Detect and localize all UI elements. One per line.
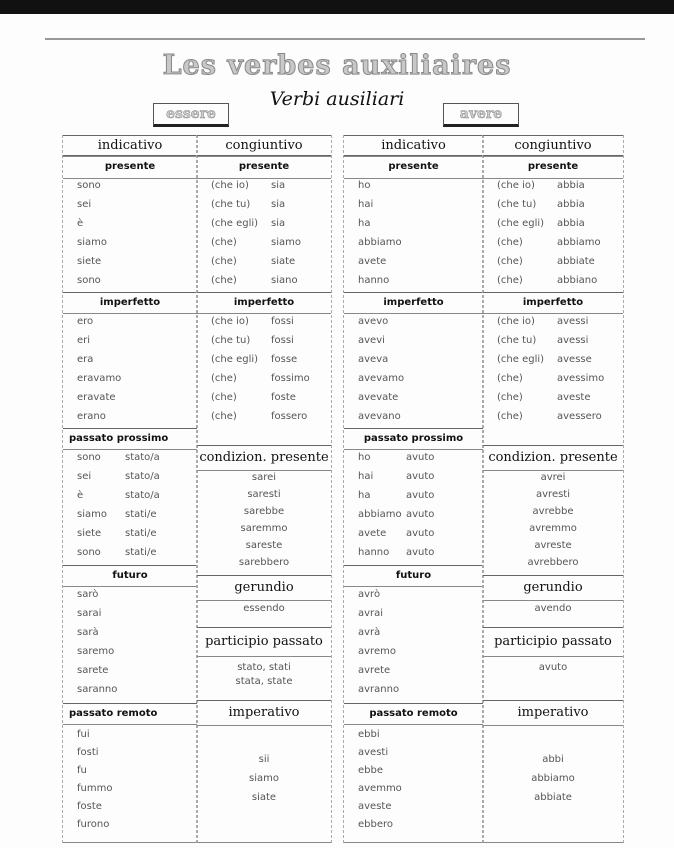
verb-form: abbi [542,754,564,765]
conjugation-row [483,409,623,425]
conjugation-row [197,178,331,194]
verb-form: sia [271,218,286,229]
conjugation-row [63,587,197,603]
verb-form: hanno [358,275,390,286]
conjugation-row [197,314,331,330]
divider [45,38,645,40]
verb-form: avrebbero [527,557,579,568]
essere-indicativo-column [62,135,198,843]
verb-form: aveva [358,354,389,365]
verb-form: stato, stati [237,662,291,673]
verb-form: foste [271,392,296,403]
verb-form: sii [258,754,270,765]
conjugation-row [344,216,483,232]
conjugation-row [63,273,197,289]
verb-form: avuto [406,452,435,463]
verb-form: abbiate [534,792,572,803]
conjugation-row [344,409,483,425]
section-header-gerundio: gerundio [197,575,331,601]
verb-form: avessero [557,411,602,422]
avere-congiuntivo-column [482,135,624,843]
verb-form: fui [77,729,90,740]
verb-form: siamo [77,237,107,248]
conjugation-row [197,674,331,690]
pronoun: (che io) [211,180,249,191]
verb-form: abbiamo [531,773,575,784]
table-border [344,842,483,843]
conjugation-row [344,587,483,603]
verb-form: avuto [406,490,435,501]
conjugation-row [483,333,623,349]
section-header-imperfetto: imperfetto [344,292,483,314]
verb-form: essendo [243,603,285,614]
conjugation-row [344,352,483,368]
conjugation-row [197,752,331,768]
conjugation-row [197,216,331,232]
verb-form: avevo [358,316,389,327]
verb-form: avuto [406,528,435,539]
section-header-passato-remoto: passato remoto [344,703,483,725]
conjugation-row [197,235,331,251]
conjugation-row [344,254,483,270]
section-header-condizion-presente: condizion. presente [483,445,623,471]
avere-indicativo-column [343,135,484,843]
verb-form: avevate [358,392,399,403]
verb-form: fossi [271,335,294,346]
verb-form: fummo [77,783,113,794]
verb-form: sarebbe [243,506,285,517]
section-header-presente: presente [63,155,197,179]
pronoun: ho [358,452,371,463]
conjugation-row [344,273,483,289]
section-header-passato-prossimo: passato prossimo [63,428,197,450]
conjugation-row [483,538,623,554]
table-border [483,842,623,843]
section-header-presente: presente [483,155,623,179]
conjugation-row [197,273,331,289]
conjugation-row [344,197,483,213]
pronoun: sei [77,471,92,482]
conjugation-row [483,352,623,368]
conjugation-row [483,197,623,213]
pronoun: (che) [211,411,237,422]
verb-form: avrei [540,472,566,483]
conjugation-row [197,538,331,554]
verb-form: saremmo [240,523,288,534]
verb-form: avuto [406,471,435,482]
section-header-futuro: futuro [63,565,197,587]
conjugation-row [63,235,197,251]
verb-form: eri [77,335,91,346]
conjugation-row [483,273,623,289]
verb-form: fossero [271,411,308,422]
conjugation-row [344,178,483,194]
pronoun: (che) [211,373,237,384]
verb-form: avendo [534,603,572,614]
verb-form: ebbi [358,729,380,740]
conjugation-row [344,545,483,561]
conjugation-row [197,555,331,571]
verb-form: avessi [557,335,589,346]
verb-form: stati/e [125,509,157,520]
section-header-presente: presente [344,155,483,179]
conjugation-row [483,555,623,571]
verb-form: furono [77,819,110,830]
verb-form: abbia [557,199,585,210]
pronoun: (che) [497,256,523,267]
section-header-imperfetto: imperfetto [197,292,331,314]
conjugation-row [483,314,623,330]
verb-form: avuto [538,662,568,673]
verb-form: stato/a [125,452,160,463]
verb-form: avremmo [529,523,577,534]
conjugation-row [63,644,197,660]
conjugation-row [344,781,483,797]
conjugation-row [63,390,197,406]
verb-form: avuto [406,509,435,520]
section-header-passato-prossimo: passato prossimo [344,428,483,450]
pronoun: ha [358,490,371,501]
conjugation-row [197,487,331,503]
conjugation-row [197,390,331,406]
verb-form: erano [77,411,106,422]
verb-form: fossimo [271,373,310,384]
conjugation-row [197,790,331,806]
conjugation-row [197,771,331,787]
pronoun: avete [358,528,387,539]
section-header-condizion-presente: condizion. presente [197,445,331,471]
pronoun: (che tu) [211,335,251,346]
verb-form: avrai [358,608,384,619]
verb-form: abbiano [557,275,598,286]
verb-form: fossi [271,316,294,327]
pronoun: (che) [211,256,237,267]
pronoun: (che tu) [497,199,537,210]
verb-form: ebbe [358,765,383,776]
pronoun: (che) [497,275,523,286]
conjugation-row [483,790,623,806]
conjugation-row [344,371,483,387]
conjugation-row [483,390,623,406]
conjugation-row [197,601,331,617]
pronoun: abbiamo [358,509,402,520]
section-header-indicativo: indicativo [344,135,483,157]
conjugation-row [63,781,197,797]
verb-form: avrete [358,665,391,676]
verb-form: era [77,354,94,365]
page-title: Les verbes auxiliaires [162,50,512,81]
verb-form: sarei [251,472,277,483]
verb-form: sareste [245,540,283,551]
scan-edge [0,0,674,14]
verb-form: sei [77,199,92,210]
conjugation-row [63,216,197,232]
section-header-participio-passato: participio passato [197,627,331,657]
verb-form: avete [358,256,387,267]
conjugation-row [344,763,483,779]
essere-congiuntivo-column [196,135,332,843]
verb-form: siate [251,792,277,803]
page-subtitle: Verbi ausiliari [269,88,405,110]
verb-form: avessimo [557,373,605,384]
section-header-imperativo: imperativo [483,700,623,726]
conjugation-row [344,727,483,743]
verb-form: fosti [77,747,99,758]
pronoun: (che egli) [211,218,259,229]
conjugation-row [344,663,483,679]
section-header-imperativo: imperativo [197,700,331,726]
verb-form: aveste [557,392,591,403]
verb-form: avessi [557,316,589,327]
verb-form: ha [358,218,371,229]
conjugation-row [483,487,623,503]
conjugation-row [483,752,623,768]
verb-form: siete [77,256,102,267]
verb-form: sarà [77,627,99,638]
verb-form: ero [77,316,94,327]
verb-form: foste [77,801,102,812]
pronoun: (che io) [497,180,535,191]
conjugation-row [63,352,197,368]
conjugation-row [197,352,331,368]
section-header-participio-passato: participio passato [483,627,623,657]
verb-form: abbiamo [358,237,402,248]
conjugation-row [344,817,483,833]
section-header-congiuntivo: congiuntivo [197,135,331,157]
verb-form: sono [77,275,101,286]
conjugation-row [344,799,483,815]
verb-form: avesse [557,354,592,365]
conjugation-row [344,488,483,504]
conjugation-row [483,371,623,387]
verb-form: sarò [77,589,99,600]
verb-form: stato/a [125,471,160,482]
pronoun: (che egli) [211,354,259,365]
verb-form: stata, state [235,676,293,687]
verb-form: abbiate [557,256,595,267]
verb-form: avevamo [358,373,405,384]
verb-form: è [77,218,84,229]
conjugation-row [63,450,197,466]
conjugation-row [63,254,197,270]
conjugation-row [63,817,197,833]
table-border [63,842,197,843]
pronoun: è [77,490,84,501]
verb-form: saranno [77,684,118,695]
verb-form: eravamo [77,373,122,384]
conjugation-row [344,333,483,349]
verb-form: sono [77,180,101,191]
pronoun: (che egli) [497,354,545,365]
conjugation-row [344,625,483,641]
table-border [197,842,331,843]
verb-form: ho [358,180,371,191]
conjugation-row [344,745,483,761]
conjugation-row [483,470,623,486]
verb-label-essere: essere [153,103,229,127]
pronoun: (che) [211,237,237,248]
verb-form: ebbero [358,819,394,830]
conjugation-row [63,663,197,679]
verb-form: avrò [358,589,381,600]
pronoun: (che) [211,275,237,286]
conjugation-row [63,763,197,779]
conjugation-row [483,771,623,787]
pronoun: (che) [211,392,237,403]
conjugation-row [63,625,197,641]
verb-form: avemmo [358,783,402,794]
verb-form: avranno [358,684,400,695]
verb-form: hai [358,199,374,210]
pronoun: (che) [497,392,523,403]
pronoun: sono [77,452,101,463]
conjugation-row [344,235,483,251]
section-header-imperfetto: imperfetto [483,292,623,314]
verb-form: stati/e [125,547,157,558]
verb-form: saremo [77,646,115,657]
conjugation-row [483,504,623,520]
pronoun: siamo [77,509,107,520]
verb-form: avevi [358,335,385,346]
conjugation-row [63,606,197,622]
pronoun: (che egli) [497,218,545,229]
pronoun: sono [77,547,101,558]
verb-form: stato/a [125,490,160,501]
conjugation-row [63,178,197,194]
verb-form: avevano [358,411,401,422]
conjugation-row [197,470,331,486]
conjugation-row [63,314,197,330]
conjugation-row [63,488,197,504]
conjugation-row [344,644,483,660]
verb-form: abbiamo [557,237,601,248]
conjugation-row [483,660,623,676]
conjugation-row [197,409,331,425]
conjugation-row [63,469,197,485]
section-header-futuro: futuro [344,565,483,587]
verb-form: avrebbe [532,506,574,517]
conjugation-row [63,197,197,213]
verb-form: aveste [358,801,392,812]
conjugation-row [197,371,331,387]
conjugation-row [63,799,197,815]
verb-form: abbia [557,180,585,191]
verb-form: siate [271,256,296,267]
verb-form: sarete [77,665,109,676]
section-header-imperfetto: imperfetto [63,292,197,314]
verb-form: fosse [271,354,298,365]
conjugation-row [344,314,483,330]
pronoun: siete [77,528,102,539]
verb-form: sia [271,199,286,210]
conjugation-row [197,504,331,520]
conjugation-row [344,526,483,542]
conjugation-row [63,333,197,349]
pronoun: (che) [497,237,523,248]
pronoun: (che io) [497,316,535,327]
pronoun: (che io) [211,316,249,327]
conjugation-row [63,545,197,561]
conjugation-row [63,745,197,761]
verb-form: sarebbero [238,557,290,568]
conjugation-row [483,254,623,270]
conjugation-row [483,216,623,232]
conjugation-row [344,390,483,406]
verb-label-avere: avere [443,103,519,127]
verb-form: siamo [249,773,279,784]
verb-form: eravate [77,392,116,403]
conjugation-row [63,682,197,698]
conjugation-row [197,521,331,537]
pronoun: (che) [497,373,523,384]
conjugation-row [197,254,331,270]
verb-form: avrà [358,627,381,638]
conjugation-row [344,507,483,523]
conjugation-row [63,526,197,542]
section-header-passato-remoto: passato remoto [63,703,197,725]
conjugation-row [344,450,483,466]
verb-form: avesti [358,747,389,758]
section-header-gerundio: gerundio [483,575,623,601]
conjugation-row [63,507,197,523]
section-header-presente: presente [197,155,331,179]
pronoun: (che tu) [211,199,251,210]
verb-form: siano [271,275,298,286]
pronoun: hanno [358,547,390,558]
conjugation-row [344,606,483,622]
verb-form: sia [271,180,286,191]
conjugation-row [63,409,197,425]
conjugation-row [344,682,483,698]
verb-form: saresti [247,489,281,500]
verb-form: siamo [271,237,301,248]
verb-form: sarai [77,608,102,619]
conjugation-row [483,235,623,251]
conjugation-row [197,333,331,349]
verb-form: avresti [536,489,570,500]
section-header-congiuntivo: congiuntivo [483,135,623,157]
pronoun: (che) [497,411,523,422]
conjugation-row [344,469,483,485]
section-header-indicativo: indicativo [63,135,197,157]
conjugation-row [483,601,623,617]
pronoun: hai [358,471,374,482]
conjugation-row [63,371,197,387]
verb-form: avreste [534,540,572,551]
conjugation-row [63,727,197,743]
verb-form: abbia [557,218,585,229]
conjugation-row [483,178,623,194]
conjugation-row [197,197,331,213]
verb-form: avuto [406,547,435,558]
conjugation-row [483,521,623,537]
verb-form: fu [77,765,87,776]
verb-form: avremo [358,646,396,657]
pronoun: (che tu) [497,335,537,346]
verb-form: stati/e [125,528,157,539]
